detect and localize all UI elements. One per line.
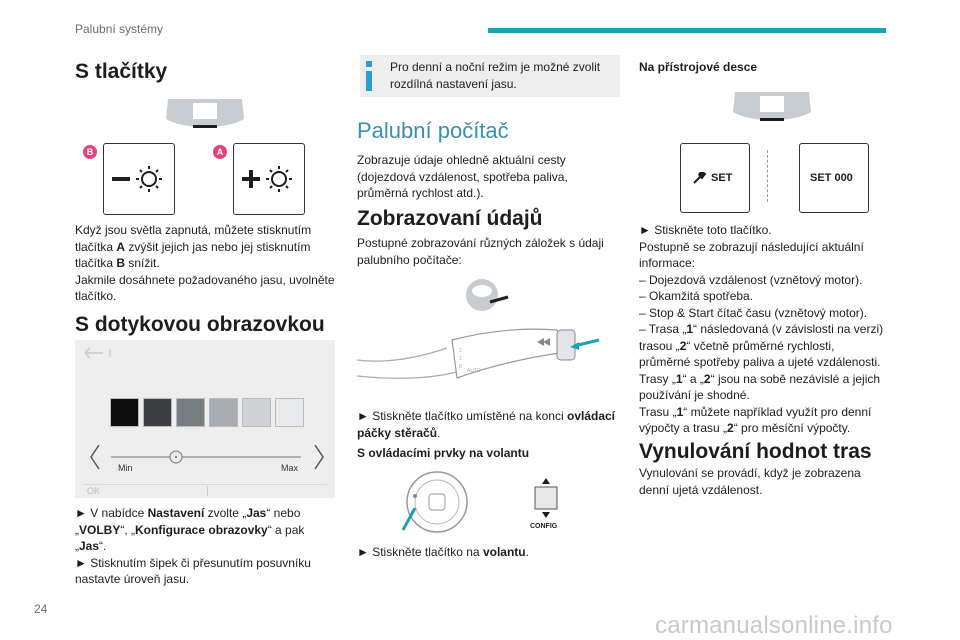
para1-seg-6: snížit. — [125, 256, 160, 270]
ok-button[interactable]: OK — [87, 486, 101, 496]
paragraph-brightness-buttons — [75, 222, 337, 272]
steering-wheel-controls-illustration — [395, 468, 475, 540]
instrument-line-3: – Okamžitá spotřeba. — [639, 289, 754, 303]
para1-seg-3: zvýšit jejich jas nebo jej stisknutím — [125, 239, 311, 254]
info-note-text: Pro denní a noční režim je možné zvolit rozdílná nastavení jasu. — [390, 60, 601, 91]
brightness-down-icon — [104, 144, 174, 214]
svg-text:2: 2 — [459, 348, 462, 354]
brightness-swatch[interactable] — [176, 398, 205, 427]
running-header: Palubní systémy — [75, 22, 164, 36]
brightness-swatch[interactable] — [209, 398, 238, 427]
page-number: 24 — [34, 602, 48, 616]
paragraph-wheel-button: ► Stiskněte tlačítko na volantu. — [357, 545, 529, 559]
instrument-cluster-icon-2 — [727, 88, 817, 128]
paragraph-release: Jakmile dosáhnete požadovaného jasu, uvolněte tlačítko. — [75, 272, 335, 303]
section-title-trip-computer: Palubní počítač — [357, 118, 509, 143]
set-display-label: SET 000 — [810, 172, 853, 184]
brightness-up-icon — [234, 144, 304, 214]
instrument-line-6: Trasy „1“ a „2“ jsou na sobě nezávislé a jejich používání je shodné. — [639, 371, 881, 402]
set-button[interactable] — [680, 143, 750, 213]
section-title-reset: Vynulování hodnot tras — [639, 440, 872, 463]
instrument-cluster-icon — [160, 95, 250, 135]
brightness-swatch[interactable] — [242, 398, 271, 427]
paragraph-settings-menu: ► V nabídce Nastavení zvolte „Jas“ nebo „VOLBY“, „Konfigurace obrazovky“ a pak „Jas“. — [75, 506, 305, 553]
section-title-buttons: S tlačítky — [75, 60, 168, 83]
paragraph-arrows: ► Stisknutím šipek či přesunutím posuvníku nastavte úroveň jasu. — [75, 555, 311, 586]
instrument-line-1: Postupně se zobrazují následující aktuální informace: — [639, 239, 864, 270]
arrow-left-icon — [91, 445, 99, 469]
instrument-line-2: – Dojezdová vzdálenost (vznětový motor). — [639, 272, 863, 287]
info-note — [360, 55, 620, 97]
button-b-minus[interactable] — [103, 143, 175, 215]
section-title-touchscreen: S dotykovou obrazovkou — [75, 313, 325, 336]
touchscreen-illustration — [75, 340, 335, 498]
paragraph-stalk-button: ► Stiskněte tlačítko umístěné na konci ovládací páčky stěračů. — [357, 409, 616, 440]
instrument-line-5: – Trasa „1“ následovaná (v závislosti na verzi) trasou „2“ včetně průměrné rychlosti, průměrné spotřeby paliva a ujeté vzdálenosti. — [639, 322, 884, 369]
badge-a: A — [213, 145, 227, 159]
badge-b: B — [83, 145, 97, 159]
paragraph-trip-computer: Zobrazuje údaje ohledně aktuální cesty (dojezdová vzdálenost, spotřeba paliva, průměrná rychlost atd.). — [357, 153, 568, 200]
para1-seg-0: Když jsou světla zapnutá, můžete stisknutím — [75, 223, 312, 237]
wiper-stalk-illustration — [357, 320, 607, 400]
paragraph-touchscreen — [75, 505, 337, 588]
section-title-display: Zobrazovaní údajů — [357, 207, 543, 230]
header-accent-bar — [488, 28, 886, 33]
config-button-illustration — [530, 476, 570, 536]
instrument-panel-text — [639, 222, 889, 437]
brightness-swatch[interactable] — [275, 398, 304, 427]
paragraph-display: Postupné zobrazování různých záložek s údaji palubního počítače: — [357, 236, 604, 267]
brightness-swatch[interactable] — [143, 398, 172, 427]
button-a-plus[interactable] — [233, 143, 305, 215]
para1-seg-1: tlačítka — [75, 239, 117, 254]
paragraph-buttons — [75, 222, 337, 305]
wrench-icon — [693, 172, 707, 184]
svg-text:0: 0 — [459, 364, 462, 370]
arrow-right-icon — [315, 445, 323, 469]
set-label: SET — [711, 172, 733, 184]
paragraph-reset: Vynulování se provádí, když je zobrazena denní ujetá vzdálenost. — [639, 466, 861, 497]
para1-seg-5: B — [116, 256, 126, 270]
config-label: CONFIG — [530, 523, 558, 530]
instrument-line-0: ► Stiskněte toto tlačítko. — [639, 223, 772, 237]
steering-wheel-icon — [462, 275, 522, 315]
info-icon — [366, 61, 372, 91]
slider-min-label: Min — [118, 463, 133, 473]
brightness-swatch[interactable] — [110, 398, 139, 427]
subtitle-instrument-panel: Na přístrojové desce — [639, 60, 758, 74]
para1-seg-2: A — [116, 239, 126, 254]
para1-seg-4: tlačítka — [75, 256, 117, 270]
back-arrow-icon — [83, 346, 113, 360]
stalk-auto-label: AUTO — [467, 368, 481, 374]
instrument-line-7: Trasu „1“ můžete například využít pro denní výpočty a trasu „2“ pro měsíční výpočty. — [639, 404, 872, 435]
instrument-line-4: – Stop & Start čítač času (vznětový motor). — [639, 305, 868, 320]
slider-max-label: Max — [281, 463, 299, 473]
set-display — [799, 143, 869, 213]
watermark: carmanualsonline.info — [655, 612, 893, 639]
svg-text:1: 1 — [459, 356, 462, 362]
subtitle-steering-controls: S ovládacími prvky na volantu — [357, 446, 530, 460]
